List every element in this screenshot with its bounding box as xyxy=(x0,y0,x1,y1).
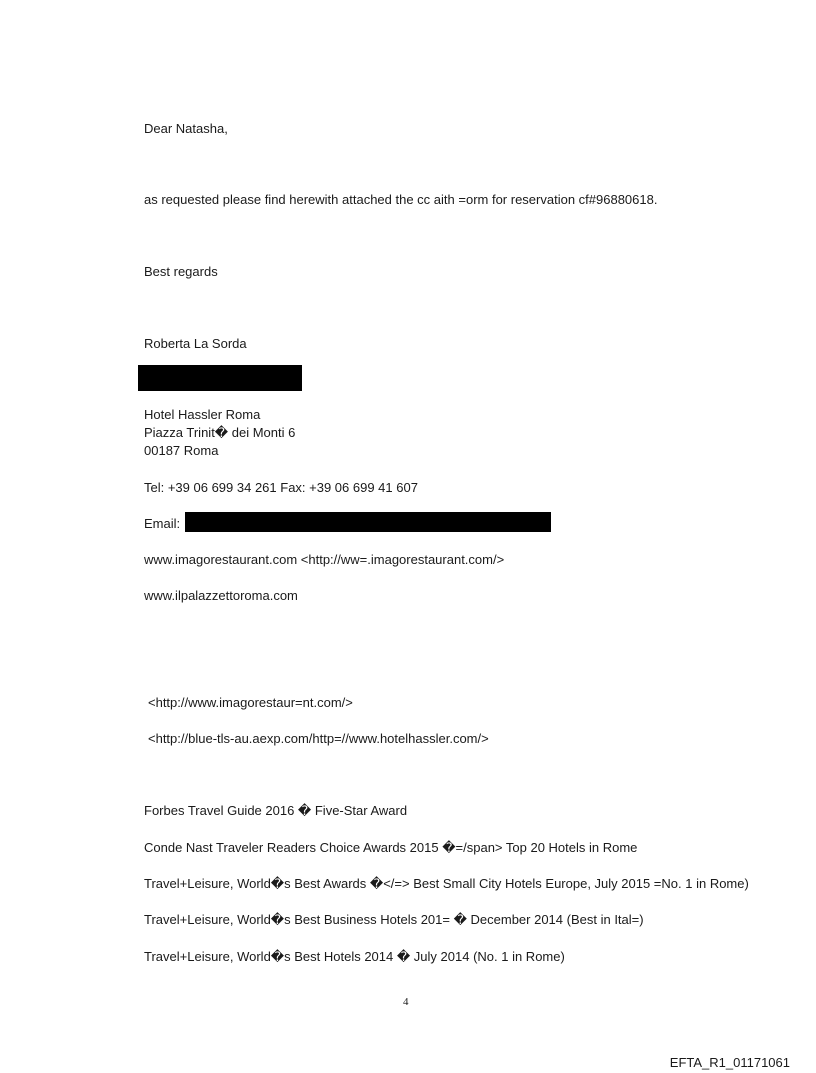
redaction-email xyxy=(185,512,551,532)
award-4: Travel+Leisure, World�s Best Business Hotels 201= � December 2014 (Best in Ital=) xyxy=(144,912,644,927)
address-line-1: Piazza Trinit� dei Monti 6 xyxy=(144,425,296,440)
redaction-title xyxy=(138,365,302,391)
link-ilpalazzettoroma[interactable]: www.ilpalazzettoroma.com xyxy=(144,588,298,603)
link-imagorestaurant[interactable]: www.imagorestaurant.com <http://ww=.imagorestaurant.com/> xyxy=(144,552,505,567)
letter-closing: Best regards xyxy=(144,264,218,279)
address-line-2: 00187 Roma xyxy=(144,443,219,458)
award-3: Travel+Leisure, World�s Best Awards �</=> Best Small City Hotels Europe, July 2015 =No. 1 in Rome) xyxy=(144,876,749,891)
letter-greeting: Dear Natasha, xyxy=(144,121,228,136)
award-1: Forbes Travel Guide 2016 � Five-Star Award xyxy=(144,803,408,818)
hotel-name: Hotel Hassler Roma xyxy=(144,407,261,422)
page-number: 4 xyxy=(403,996,409,1008)
email-label: Email: xyxy=(144,516,181,531)
document-id: EFTA_R1_01171061 xyxy=(669,1055,790,1070)
link-imagorestaurant-2[interactable]: <http://www.imagorestaur=nt.com/> xyxy=(148,695,353,710)
award-5: Travel+Leisure, World�s Best Hotels 2014 � July 2014 (No. 1 in Rome) xyxy=(144,949,565,964)
award-2: Conde Nast Traveler Readers Choice Awards 2015 �=/span> Top 20 Hotels in Rome xyxy=(144,840,638,855)
sender-name: Roberta La Sorda xyxy=(144,336,247,351)
letter-body: as requested please find herewith attached the cc aith =orm for reservation cf#96880618. xyxy=(144,192,658,207)
phone-fax: Tel: +39 06 699 34 261 Fax: +39 06 699 41 607 xyxy=(144,480,418,495)
link-hotelhassler[interactable]: <http://blue-tls-au.aexp.com/http=//www.hotelhassler.com/> xyxy=(148,731,489,746)
